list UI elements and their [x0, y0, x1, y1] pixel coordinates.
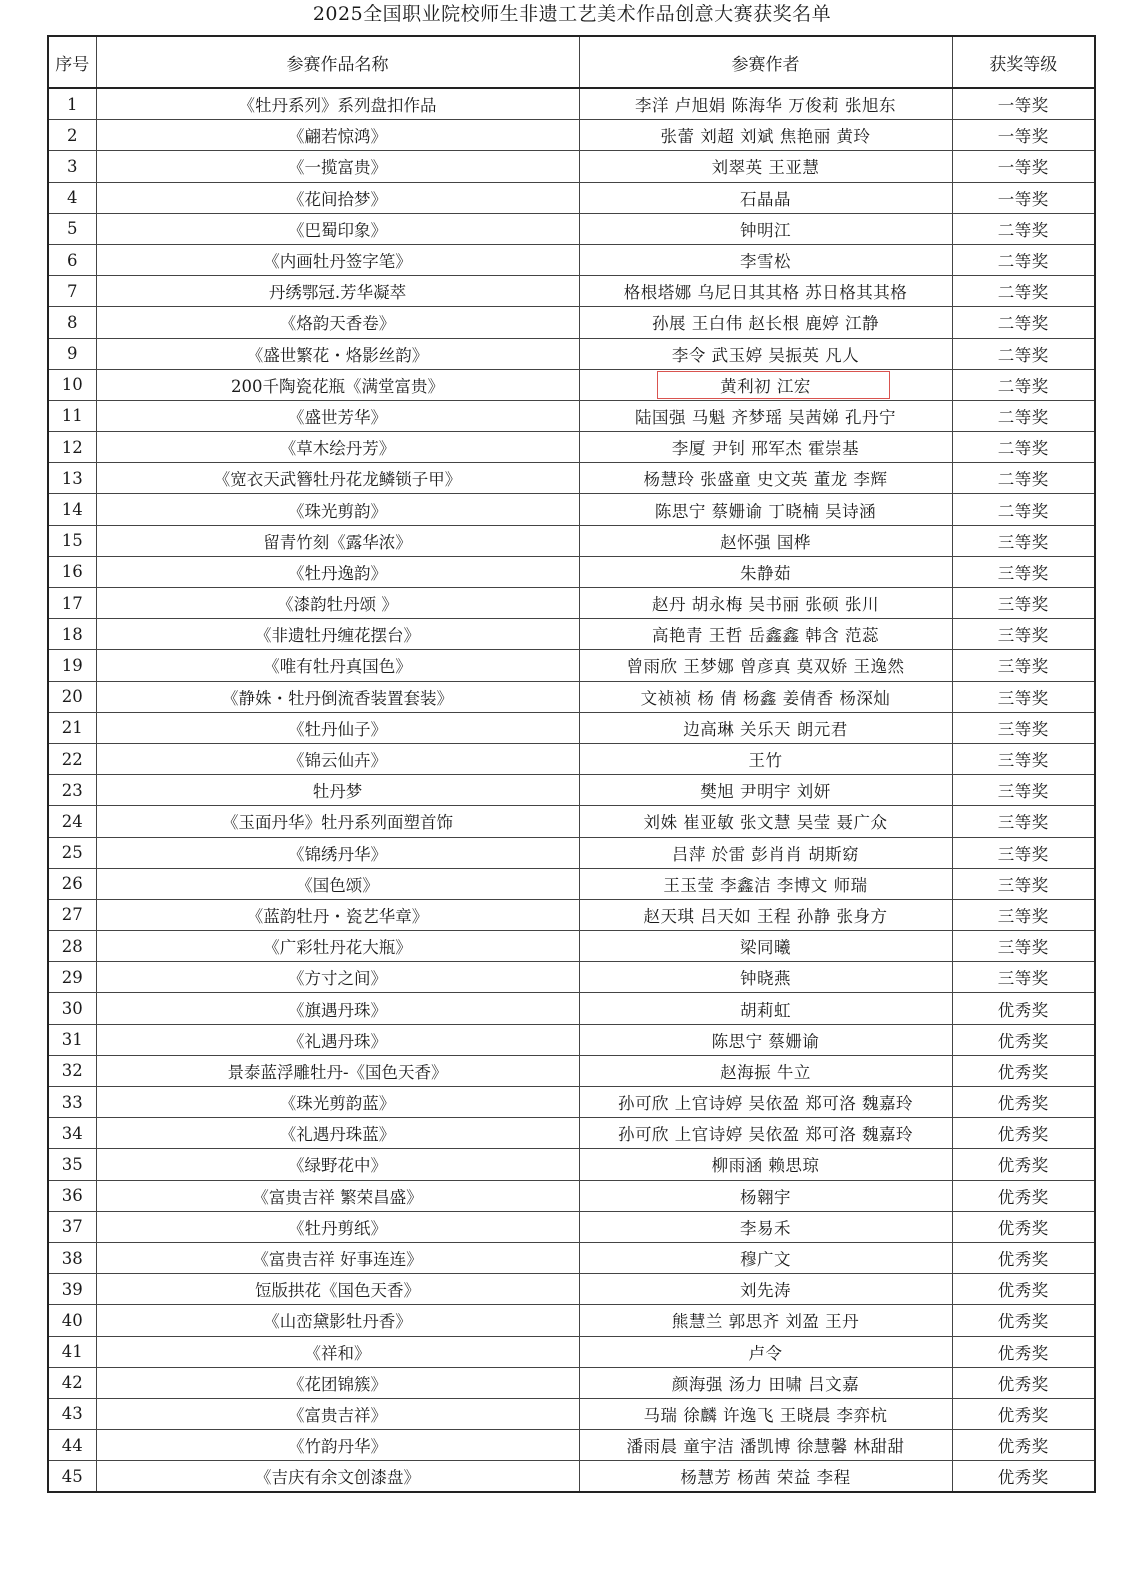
cell-no: 14 [48, 494, 96, 525]
cell-level: 三等奖 [952, 588, 1095, 619]
cell-level: 优秀奖 [952, 1336, 1095, 1367]
cell-work: 《玉面丹华》牡丹系列面塑首饰 [96, 806, 579, 837]
cell-work: 《竹韵丹华》 [96, 1430, 579, 1461]
cell-no: 24 [48, 806, 96, 837]
cell-authors [579, 775, 952, 806]
cell-level: 优秀奖 [952, 1274, 1095, 1305]
cell-level: 三等奖 [952, 556, 1095, 587]
authors-text: 熊慧兰 郭思齐 刘盈 王丹 [671, 1312, 860, 1332]
cell-level: 二等奖 [952, 307, 1095, 338]
table-row [48, 1211, 1095, 1242]
cell-authors [579, 619, 952, 650]
cell-authors [579, 1055, 952, 1086]
cell-no: 6 [48, 244, 96, 275]
authors-text: 石晶晶 [740, 189, 791, 209]
cell-authors [579, 1430, 952, 1461]
cell-level: 优秀奖 [952, 993, 1095, 1024]
table-body [48, 88, 1095, 1492]
cell-work: 《唯有牡丹真国色》 [96, 650, 579, 681]
cell-work: 《漆韵牡丹颂 》 [96, 588, 579, 619]
cell-level: 优秀奖 [952, 1367, 1095, 1398]
cell-work: 《翩若惊鸿》 [96, 120, 579, 151]
cell-authors [579, 650, 952, 681]
table-row [48, 1118, 1095, 1149]
cell-work: 《非遗牡丹缠花摆台》 [96, 619, 579, 650]
cell-no: 8 [48, 307, 96, 338]
cell-authors [579, 1149, 952, 1180]
cell-work: 《富贵吉祥 好事连连》 [96, 1242, 579, 1273]
cell-work: 饾版拱花《国色天香》 [96, 1274, 579, 1305]
cell-work: 《富贵吉祥》 [96, 1398, 579, 1429]
cell-no: 41 [48, 1336, 96, 1367]
cell-no: 38 [48, 1242, 96, 1273]
table-row [48, 525, 1095, 556]
authors-text: 孙可欣 上官诗婷 吴依盈 郑可洛 魏嘉玲 [618, 1094, 913, 1114]
cell-level: 二等奖 [952, 338, 1095, 369]
table-row [48, 244, 1095, 275]
authors-text: 杨翱宇 [740, 1187, 791, 1207]
table-row [48, 338, 1095, 369]
cell-no: 19 [48, 650, 96, 681]
cell-work: 《国色颂》 [96, 868, 579, 899]
authors-text: 张蕾 刘超 刘斌 焦艳丽 黄玲 [660, 127, 871, 147]
authors-text: 梁同曦 [740, 938, 791, 958]
page-title: 2025全国职业院校师生非遗工艺美术作品创意大赛获奖名单 [312, 3, 832, 25]
authors-text: 李厦 尹钊 邢军杰 霍崇基 [671, 439, 860, 459]
table-row [48, 775, 1095, 806]
cell-no: 9 [48, 338, 96, 369]
header-row [48, 36, 1095, 88]
cell-authors [579, 588, 952, 619]
cell-work: 《巴蜀印象》 [96, 213, 579, 244]
cell-work: 《富贵吉祥 繁荣昌盛》 [96, 1180, 579, 1211]
table-row [48, 1242, 1095, 1273]
cell-work: 《吉庆有余文创漆盘》 [96, 1461, 579, 1493]
cell-level: 优秀奖 [952, 1055, 1095, 1086]
cell-no: 23 [48, 775, 96, 806]
cell-level: 二等奖 [952, 432, 1095, 463]
cell-no: 18 [48, 619, 96, 650]
cell-no: 44 [48, 1430, 96, 1461]
authors-text: 胡莉虹 [740, 1000, 791, 1020]
table-row [48, 1180, 1095, 1211]
cell-level: 一等奖 [952, 88, 1095, 120]
authors-text: 杨慧玲 张盛童 史文英 董龙 李辉 [643, 470, 888, 490]
authors-text: 樊旭 尹明宇 刘妍 [700, 782, 831, 802]
table-row [48, 993, 1095, 1024]
cell-no: 11 [48, 400, 96, 431]
authors-text: 赵怀强 国桦 [720, 532, 811, 552]
table-row [48, 276, 1095, 307]
cell-authors [579, 1461, 952, 1493]
table-row [48, 1149, 1095, 1180]
cell-no: 29 [48, 962, 96, 993]
table-row [48, 868, 1095, 899]
cell-work: 《锦云仙卉》 [96, 743, 579, 774]
authors-text: 边高琳 关乐天 朗元君 [683, 719, 848, 739]
cell-level: 一等奖 [952, 120, 1095, 151]
cell-no: 21 [48, 712, 96, 743]
cell-no: 26 [48, 868, 96, 899]
cell-level: 三等奖 [952, 650, 1095, 681]
cell-no: 43 [48, 1398, 96, 1429]
cell-no: 16 [48, 556, 96, 587]
cell-work: 《牡丹仙子》 [96, 712, 579, 743]
authors-text: 曾雨欣 王梦娜 曾彦真 莫双娇 王逸然 [626, 657, 905, 677]
table-row [48, 556, 1095, 587]
authors-text: 陆国强 马魁 齐梦瑶 吴茜娣 孔丹宁 [635, 407, 896, 427]
cell-level: 优秀奖 [952, 1087, 1095, 1118]
cell-level: 三等奖 [952, 775, 1095, 806]
cell-level: 优秀奖 [952, 1149, 1095, 1180]
header-level: 获奖等级 [952, 36, 1095, 88]
cell-level: 一等奖 [952, 151, 1095, 182]
authors-text: 王竹 [748, 751, 783, 771]
table-row [48, 650, 1095, 681]
cell-authors [579, 182, 952, 213]
table-row [48, 400, 1095, 431]
authors-text: 高艳青 王哲 岳鑫鑫 韩含 范蕊 [652, 626, 879, 646]
table-row [48, 1055, 1095, 1086]
table-row [48, 151, 1095, 182]
cell-authors [579, 369, 952, 400]
cell-no: 22 [48, 743, 96, 774]
cell-authors [579, 151, 952, 182]
cell-authors [579, 1242, 952, 1273]
table-row [48, 712, 1095, 743]
cell-authors [579, 338, 952, 369]
cell-no: 10 [48, 369, 96, 400]
cell-authors [579, 1274, 952, 1305]
cell-no: 28 [48, 931, 96, 962]
cell-authors [579, 1118, 952, 1149]
authors-text: 孙展 王白伟 赵长根 鹿婷 江静 [652, 314, 879, 334]
cell-no: 2 [48, 120, 96, 151]
authors-text: 陈思宁 蔡姗谕 [711, 1031, 820, 1051]
cell-authors [579, 1336, 952, 1367]
authors-text: 柳雨涵 赖思琼 [711, 1156, 820, 1176]
cell-work: 《盛世芳华》 [96, 400, 579, 431]
table-row [48, 1461, 1095, 1493]
authors-text: 潘雨晨 童宇洁 潘凯博 徐慧馨 林甜甜 [626, 1437, 905, 1457]
cell-authors [579, 1398, 952, 1429]
authors-text: 刘翠英 王亚慧 [711, 158, 820, 178]
cell-level: 三等奖 [952, 743, 1095, 774]
cell-level: 三等奖 [952, 868, 1095, 899]
table-row [48, 432, 1095, 463]
cell-no: 32 [48, 1055, 96, 1086]
table-row [48, 837, 1095, 868]
table-row [48, 494, 1095, 525]
cell-authors [579, 1087, 952, 1118]
cell-work: 《祥和》 [96, 1336, 579, 1367]
authors-text: 赵丹 胡永梅 吴书丽 张硕 张川 [652, 595, 879, 615]
cell-work: 《盛世繁花・烙影丝韵》 [96, 338, 579, 369]
table-row [48, 213, 1095, 244]
table-header [48, 36, 1095, 88]
cell-authors [579, 1305, 952, 1336]
cell-no: 5 [48, 213, 96, 244]
table-row [48, 463, 1095, 494]
cell-no: 39 [48, 1274, 96, 1305]
cell-authors [579, 931, 952, 962]
cell-no: 36 [48, 1180, 96, 1211]
authors-text: 格根塔娜 乌尼日其其格 苏日格其其格 [623, 283, 908, 303]
cell-authors [579, 681, 952, 712]
cell-level: 优秀奖 [952, 1180, 1095, 1211]
table-row [48, 1367, 1095, 1398]
header-authors: 参赛作者 [579, 36, 952, 88]
cell-level: 二等奖 [952, 494, 1095, 525]
cell-level: 三等奖 [952, 681, 1095, 712]
table-row [48, 182, 1095, 213]
cell-no: 13 [48, 463, 96, 494]
authors-text: 杨慧芳 杨茜 荣益 李程 [680, 1468, 851, 1488]
cell-authors [579, 1211, 952, 1242]
cell-level: 优秀奖 [952, 1242, 1095, 1273]
cell-authors [579, 556, 952, 587]
cell-authors [579, 463, 952, 494]
cell-work: 200千陶瓷花瓶《满堂富贵》 [96, 369, 579, 400]
cell-no: 42 [48, 1367, 96, 1398]
cell-work: 《牡丹系列》系列盘扣作品 [96, 88, 579, 120]
cell-authors [579, 525, 952, 556]
cell-level: 三等奖 [952, 899, 1095, 930]
authors-text: 钟晓燕 [740, 969, 791, 989]
cell-level: 三等奖 [952, 712, 1095, 743]
table-row [48, 931, 1095, 962]
cell-authors [579, 1024, 952, 1055]
cell-work: 《花团锦簇》 [96, 1367, 579, 1398]
cell-work: 《烙韵天香卷》 [96, 307, 579, 338]
cell-work: 《牡丹剪纸》 [96, 1211, 579, 1242]
table-row [48, 88, 1095, 120]
authors-text: 王玉莹 李鑫洁 李博文 师瑞 [663, 875, 868, 895]
cell-no: 15 [48, 525, 96, 556]
cell-authors [579, 1180, 952, 1211]
cell-work: 《静姝・牡丹倒流香装置套装》 [96, 681, 579, 712]
cell-level: 一等奖 [952, 182, 1095, 213]
cell-work: 丹绣鄂冠.芳华凝萃 [96, 276, 579, 307]
cell-no: 35 [48, 1149, 96, 1180]
cell-level: 优秀奖 [952, 1211, 1095, 1242]
header-work: 参赛作品名称 [96, 36, 579, 88]
cell-work: 景泰蓝浮雕牡丹-《国色天香》 [96, 1055, 579, 1086]
cell-no: 31 [48, 1024, 96, 1055]
authors-text: 李洋 卢旭娟 陈海华 万俊莉 张旭东 [635, 96, 896, 116]
authors-text: 赵海振 牛立 [720, 1062, 811, 1082]
table-row [48, 806, 1095, 837]
table-row [48, 307, 1095, 338]
cell-work: 《牡丹逸韵》 [96, 556, 579, 587]
cell-no: 34 [48, 1118, 96, 1149]
cell-level: 三等奖 [952, 962, 1095, 993]
cell-level: 二等奖 [952, 400, 1095, 431]
header-no: 序号 [48, 36, 96, 88]
table-row [48, 369, 1095, 400]
cell-level: 三等奖 [952, 525, 1095, 556]
cell-work: 《草木绘丹芳》 [96, 432, 579, 463]
cell-level: 三等奖 [952, 619, 1095, 650]
authors-text: 李易禾 [740, 1218, 791, 1238]
cell-no: 30 [48, 993, 96, 1024]
cell-work: 《宽衣天武簪牡丹花龙鳞锁子甲》 [96, 463, 579, 494]
cell-authors [579, 837, 952, 868]
cell-work: 《礼遇丹珠蓝》 [96, 1118, 579, 1149]
table-row [48, 619, 1095, 650]
cell-level: 二等奖 [952, 213, 1095, 244]
cell-level: 优秀奖 [952, 1398, 1095, 1429]
authors-text: 钟明江 [740, 220, 791, 240]
cell-no: 27 [48, 899, 96, 930]
cell-authors [579, 1367, 952, 1398]
table-row [48, 899, 1095, 930]
cell-work: 《内画牡丹签字笔》 [96, 244, 579, 275]
cell-authors [579, 244, 952, 275]
authors-text: 卢令 [748, 1343, 783, 1363]
cell-no: 4 [48, 182, 96, 213]
authors-text: 文祯祯 杨 倩 杨鑫 姜倩香 杨深灿 [640, 688, 891, 708]
cell-work: 《礼遇丹珠》 [96, 1024, 579, 1055]
cell-no: 3 [48, 151, 96, 182]
cell-authors [579, 712, 952, 743]
cell-work: 《蓝韵牡丹・瓷艺华章》 [96, 899, 579, 930]
authors-text: 赵天琪 吕天如 王程 孙静 张身方 [643, 906, 888, 926]
cell-authors [579, 806, 952, 837]
cell-work: 《山峦黛影牡丹香》 [96, 1305, 579, 1336]
cell-level: 三等奖 [952, 806, 1095, 837]
cell-authors [579, 432, 952, 463]
cell-work: 《绿野花中》 [96, 1149, 579, 1180]
cell-authors [579, 993, 952, 1024]
table-row [48, 1398, 1095, 1429]
cell-authors [579, 120, 952, 151]
cell-authors [579, 307, 952, 338]
cell-level: 二等奖 [952, 463, 1095, 494]
award-table [47, 35, 1096, 1493]
authors-text: 陈思宁 蔡姗谕 丁晓楠 吴诗涵 [654, 501, 877, 521]
cell-authors [579, 88, 952, 120]
cell-level: 二等奖 [952, 369, 1095, 400]
table-row [48, 1336, 1095, 1367]
authors-text: 刘先涛 [740, 1281, 791, 1301]
table-row [48, 1274, 1095, 1305]
cell-authors [579, 213, 952, 244]
cell-no: 7 [48, 276, 96, 307]
authors-text: 孙可欣 上官诗婷 吴依盈 郑可洛 魏嘉玲 [618, 1125, 913, 1145]
table-row [48, 120, 1095, 151]
cell-no: 40 [48, 1305, 96, 1336]
cell-no: 25 [48, 837, 96, 868]
cell-level: 优秀奖 [952, 1430, 1095, 1461]
cell-work: 《珠光剪韵蓝》 [96, 1087, 579, 1118]
cell-work: 留青竹刻《露华浓》 [96, 525, 579, 556]
table-row [48, 588, 1095, 619]
cell-authors [579, 868, 952, 899]
cell-level: 二等奖 [952, 244, 1095, 275]
table-row [48, 1087, 1095, 1118]
authors-text: 李雪松 [740, 252, 791, 272]
table-row [48, 1305, 1095, 1336]
cell-no: 33 [48, 1087, 96, 1118]
cell-work: 《旗遇丹珠》 [96, 993, 579, 1024]
cell-level: 优秀奖 [952, 1118, 1095, 1149]
cell-level: 优秀奖 [952, 1305, 1095, 1336]
table-row [48, 1024, 1095, 1055]
cell-level: 二等奖 [952, 276, 1095, 307]
cell-work: 《方寸之间》 [96, 962, 579, 993]
cell-work: 《花间拾梦》 [96, 182, 579, 213]
cell-authors [579, 494, 952, 525]
cell-no: 1 [48, 88, 96, 120]
table-row [48, 743, 1095, 774]
cell-authors [579, 743, 952, 774]
authors-text: 马瑞 徐麟 许逸飞 王晓晨 李弈杭 [643, 1405, 888, 1425]
authors-text: 朱静茹 [740, 563, 791, 583]
cell-authors [579, 276, 952, 307]
cell-no: 17 [48, 588, 96, 619]
authors-text: 李令 武玉婷 吴振英 凡人 [671, 345, 860, 365]
cell-no: 37 [48, 1211, 96, 1242]
authors-text: 吕萍 於雷 彭肖肖 胡斯窈 [671, 844, 860, 864]
authors-text: 黄利初 江宏 [720, 376, 811, 396]
table-row [48, 1430, 1095, 1461]
cell-no: 45 [48, 1461, 96, 1493]
cell-work: 牡丹梦 [96, 775, 579, 806]
table-row [48, 681, 1095, 712]
cell-authors [579, 899, 952, 930]
cell-work: 《广彩牡丹花大瓶》 [96, 931, 579, 962]
authors-text: 刘姝 崔亚敏 张文慧 吴莹 聂广众 [643, 813, 888, 833]
cell-level: 优秀奖 [952, 1461, 1095, 1493]
cell-authors [579, 400, 952, 431]
authors-text: 颜海强 汤力 田啸 吕文嘉 [671, 1374, 860, 1394]
cell-work: 《珠光剪韵》 [96, 494, 579, 525]
cell-level: 三等奖 [952, 837, 1095, 868]
cell-level: 三等奖 [952, 931, 1095, 962]
cell-work: 《锦绣丹华》 [96, 837, 579, 868]
cell-work: 《一揽富贵》 [96, 151, 579, 182]
cell-authors [579, 962, 952, 993]
authors-text: 穆广文 [740, 1250, 791, 1270]
cell-no: 20 [48, 681, 96, 712]
cell-no: 12 [48, 432, 96, 463]
cell-level: 优秀奖 [952, 1024, 1095, 1055]
table-row [48, 962, 1095, 993]
